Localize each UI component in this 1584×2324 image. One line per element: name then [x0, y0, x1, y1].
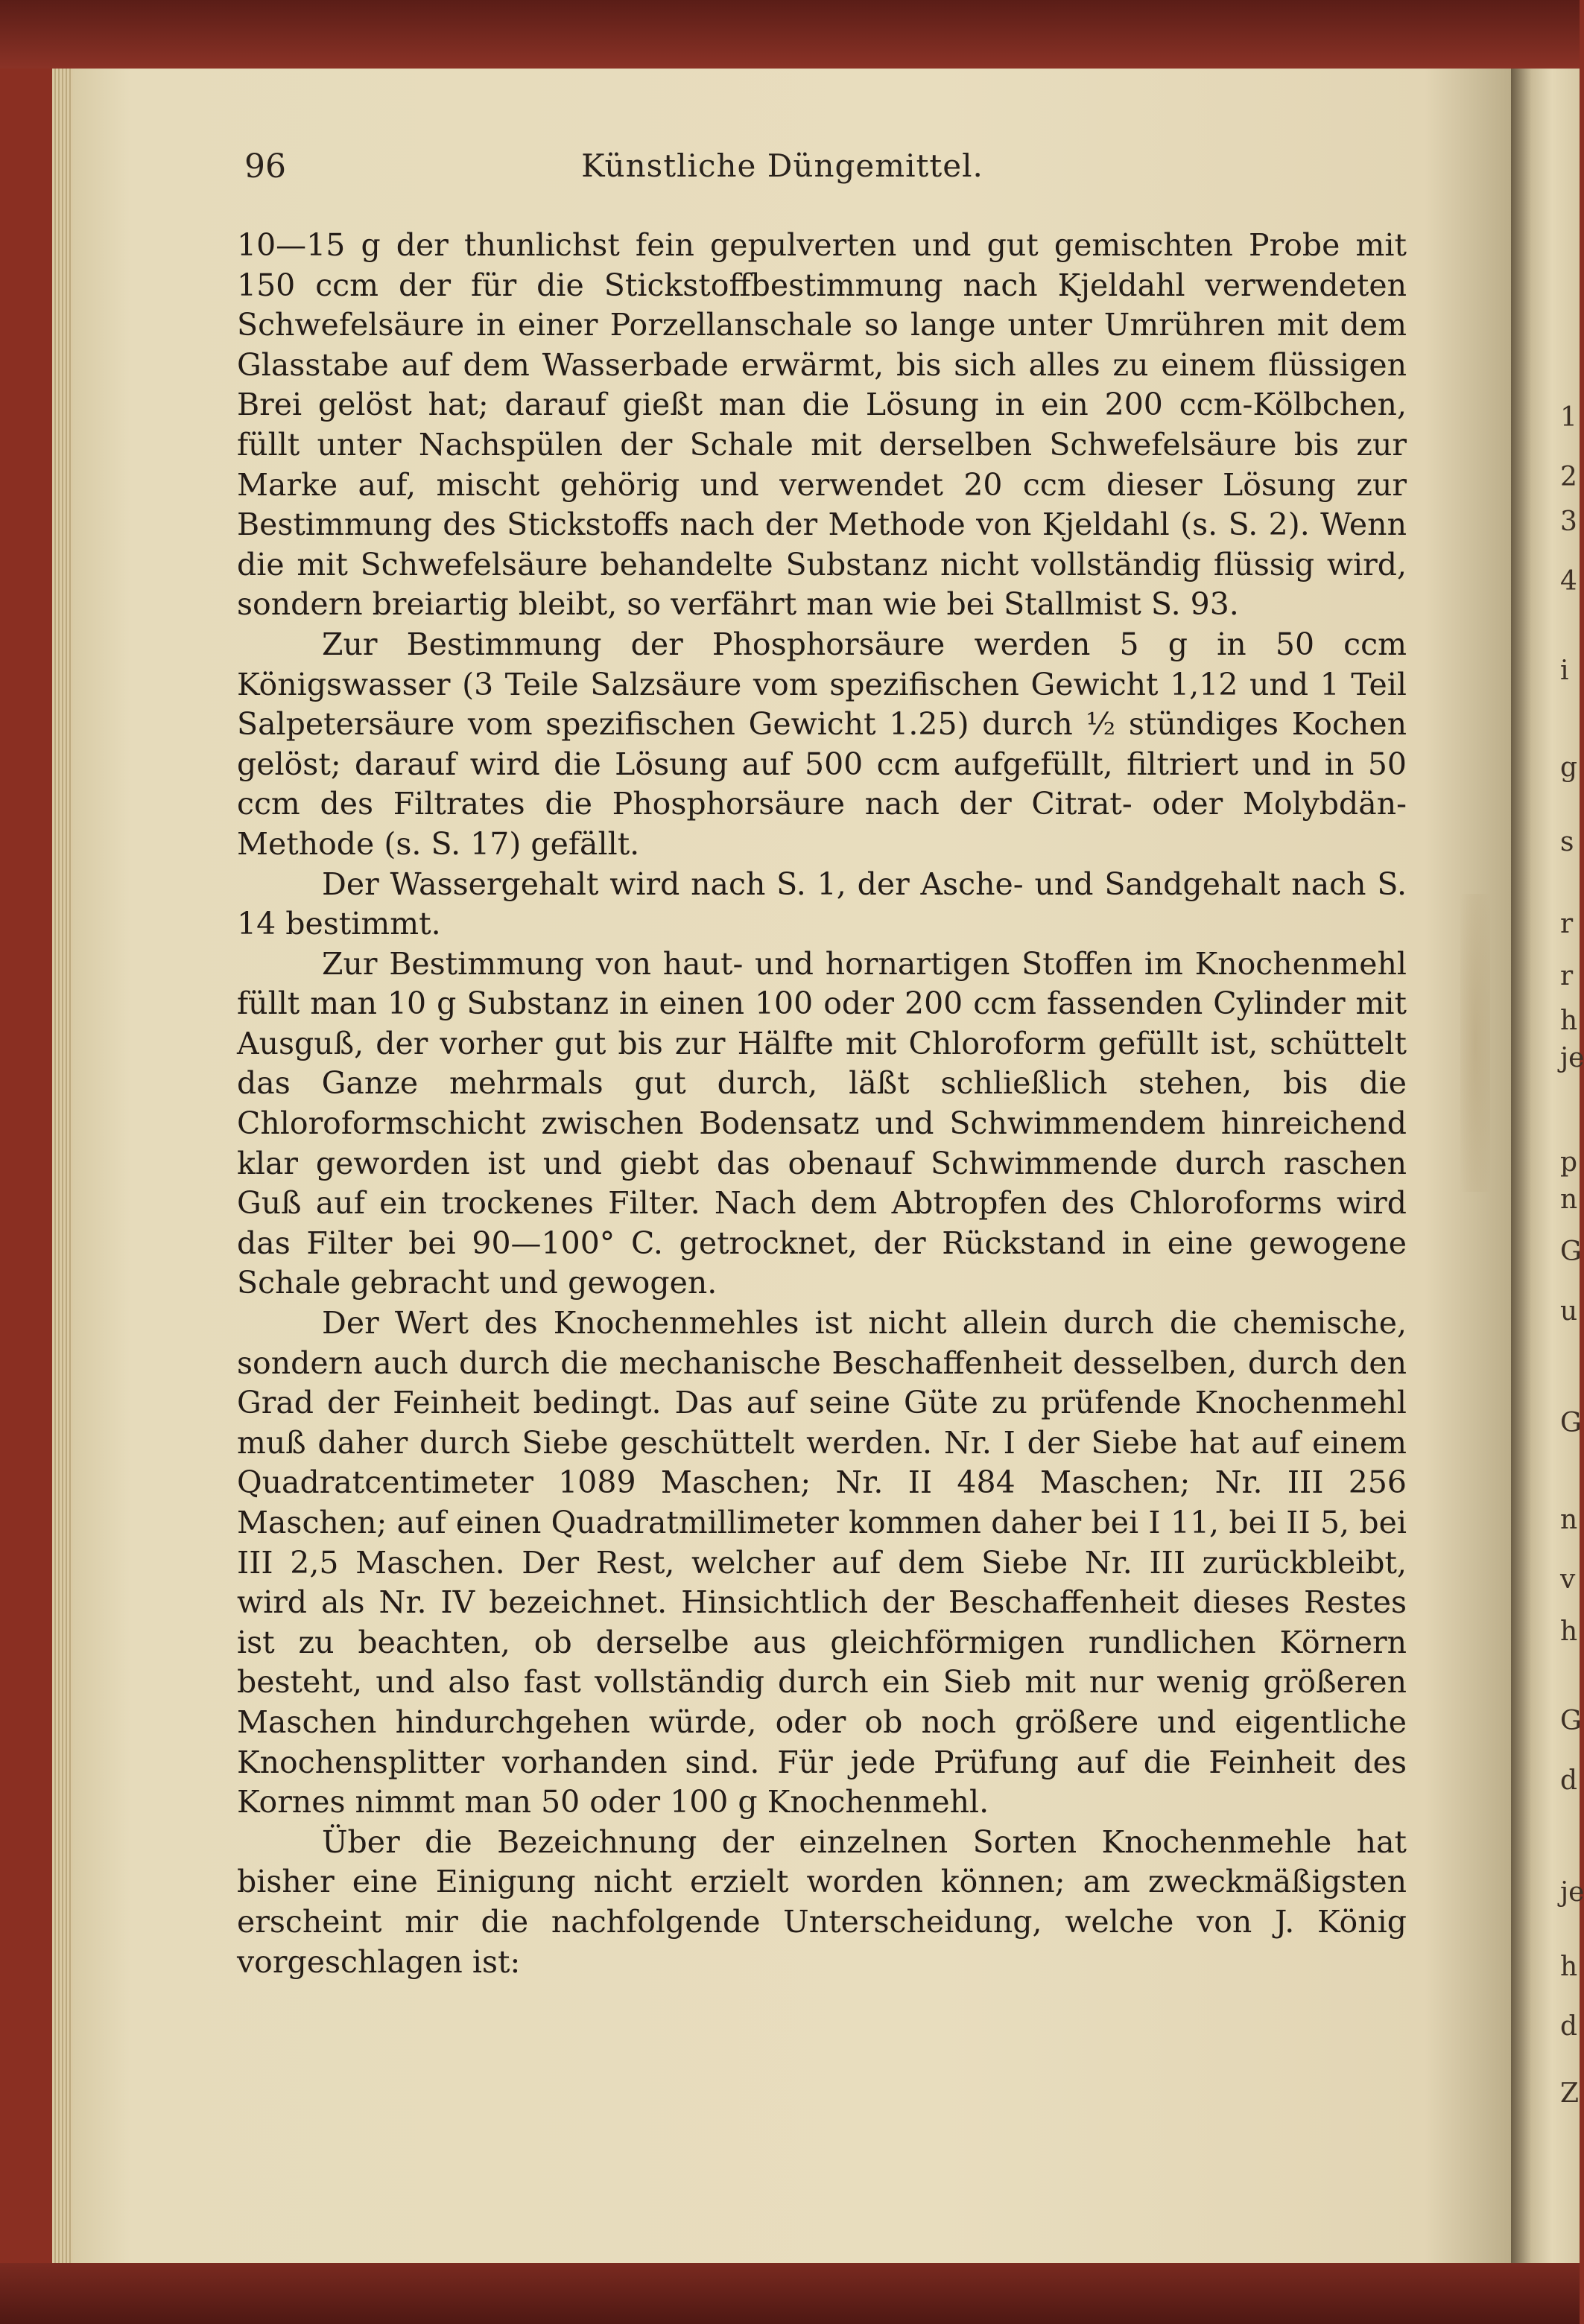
facing-page-glyph: d	[1560, 2011, 1578, 2042]
book-cover-bottom	[0, 2263, 1580, 2324]
facing-page-glyph: s	[1560, 827, 1574, 857]
facing-page-glyph: G	[1560, 1236, 1582, 1267]
facing-page-glyph: r	[1560, 909, 1574, 939]
facing-page-glyph: h	[1560, 1006, 1578, 1036]
paragraph: Der Wassergehalt wird nach S. 1, der Asche- und Sandgehalt nach S. 14 bestimmt.	[237, 866, 1407, 942]
facing-page-glyph: p	[1560, 1147, 1578, 1178]
facing-page-glyph: h	[1560, 1952, 1578, 1982]
facing-page-glyph: g	[1560, 752, 1578, 783]
paragraph: 10—15 g der thunlichst fein gepulverten und gut gemischten Probe mit 150 ccm der für die Stickstoffbestimmung nach Kjeldahl verwendeten Schwefelsäure in einer Porzellanschale so lange unter Umrühren mit dem Glasstabe auf dem Wasserbade erwärmt, bis sich alles zu einem flüssigen Brei gelöst hat; darauf gießt man die Lösung in ein 200 ccm-Kölbchen, füllt unter Nachspülen der Schale mit derselben Schwefelsäure bis zur Marke auf, mischt gehörig und verwendet 20 ccm dieser Lösung zur Bestimmung des Stickstoffs nach der Methode von Kjeldahl (s. S. 2). Wenn die mit Schwefelsäure behandelte Substanz nicht vollständig flüssig wird, sondern breiartig bleibt, so verfährt man wie bei Stallmist S. 93.	[237, 227, 1407, 623]
paper-stain	[1460, 894, 1490, 1192]
facing-page-glyph: u	[1560, 1296, 1578, 1327]
facing-page-glyph: 4	[1560, 566, 1577, 597]
facing-page-glyph: G	[1560, 1408, 1582, 1438]
facing-page-glyph: je	[1560, 1877, 1584, 1908]
facing-page-glyph: v	[1560, 1564, 1576, 1595]
facing-page-glyph: n	[1560, 1505, 1578, 1535]
facing-page-glyph: 3	[1560, 507, 1577, 537]
body-text	[237, 226, 1407, 1982]
facing-page-glyph: i	[1560, 655, 1569, 686]
facing-page-glyph: G	[1560, 1706, 1582, 1736]
paragraph: Zur Bestimmung von haut- und hornartigen Stoffen im Knochenmehl füllt man 10 g Substanz in einen 100 oder 200 ccm fassenden Cylinder mit Ausguß, der vorher gut bis zur Hälfte mit Chloroform gefüllt ist, schüttelt das Ganze mehrmals gut durch, läßt schließlich stehen, bis die Chloroformschicht zwischen Bodensatz und Schwimmendem hinreichend klar geworden ist und giebt das obenauf Schwimmende durch raschen Guß auf ein trockenes Filter. Nach dem Abtropfen des Chloroforms wird das Filter bei 90—100° C. getrocknet, der Rückstand in eine gewogene Schale gebracht und gewogen.	[237, 945, 1407, 1301]
facing-page-glyph: Z	[1560, 2078, 1580, 2109]
facing-page-glyph: r	[1560, 961, 1574, 991]
running-head	[164, 147, 1401, 192]
facing-page-glyph: 2	[1560, 462, 1577, 492]
page-edges	[52, 69, 75, 2263]
facing-page-glyph: je	[1560, 1043, 1584, 1073]
running-title: Künstliche Düngemittel.	[581, 147, 983, 184]
page-number: 96	[244, 147, 286, 185]
paragraph: Über die Bezeichnung der einzelnen Sorten Knochenmehle hat bisher eine Einigung nicht erzielt worden können; am zweckmäßigsten erscheint mir die nachfolgende Unterscheidung, welche von J. König vorgeschlagen ist:	[237, 1823, 1407, 1980]
facing-page-glyph: h	[1560, 1616, 1578, 1647]
facing-page-glyph: 1	[1560, 402, 1577, 433]
paragraph: Der Wert des Knochenmehles ist nicht allein durch die chemische, sondern auch durch die mechanische Beschaffenheit desselben, durch den Grad der Feinheit bedingt. Das auf seine Güte zu prüfende Knochenmehl muß daher durch Siebe geschüttelt werden. Nr. I der Siebe hat auf einem Quadratcentimeter 1089 Maschen; Nr. II 484 Maschen; Nr. III 256 Maschen; auf einen Quadratmillimeter kommen daher bei I 11, bei II 5, bei III 2,5 Maschen. Der Rest, welcher auf dem Siebe Nr. III zurückbleibt, wird als Nr. IV bezeichnet. Hinsichtlich der Beschaffenheit dieses Restes ist zu beachten, ob derselbe aus gleichförmigen rundlichen Körnern besteht, und also fast vollständig durch ein Sieb mit nur wenig größeren Maschen hindurchgehen würde, oder ob noch größere und eigentliche Knochensplitter vorhanden sind. Für jede Prüfung auf die Feinheit des Kornes nimmt man 50 oder 100 g Knochenmehl.	[237, 1305, 1407, 1820]
book-cover-top	[0, 0, 1580, 69]
facing-page-glyph: n	[1560, 1184, 1578, 1215]
paragraph: Zur Bestimmung der Phosphorsäure werden 5 g in 50 ccm Königswasser (3 Teile Salzsäure vom spezifischen Gewicht 1,12 und 1 Teil Salpetersäure vom spezifischen Gewicht 1.25) durch ½ stündiges Kochen gelöst; darauf wird die Lösung auf 500 ccm aufgefüllt, filtriert und in 50 ccm des Filtrates die Phosphorsäure nach der Citrat- oder Molybdän-Methode (s. S. 17) gefällt.	[237, 626, 1407, 862]
facing-page-glyph: d	[1560, 1765, 1578, 1796]
